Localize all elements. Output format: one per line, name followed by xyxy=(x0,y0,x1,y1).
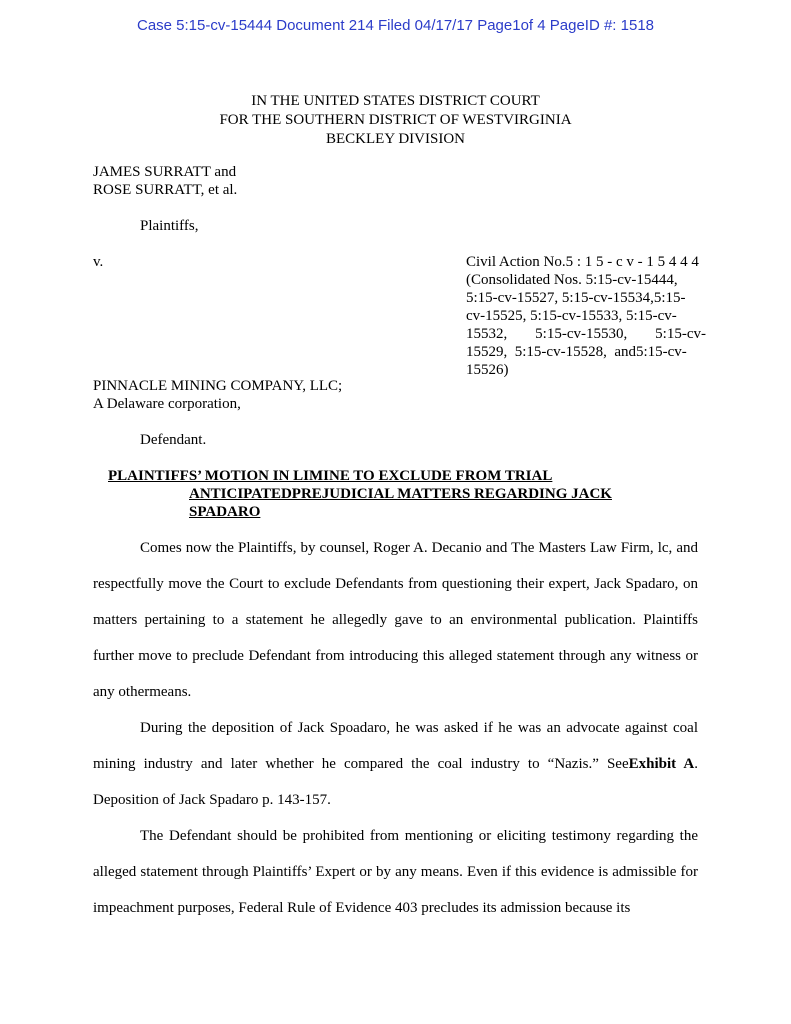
civil-action-line-5-b: 5:15-cv-15530, xyxy=(535,326,628,342)
plaintiff-names xyxy=(93,163,237,199)
motion-body xyxy=(93,530,698,926)
defendant-names xyxy=(93,377,342,413)
exhibit-reference: Exhibit A xyxy=(628,756,695,772)
plaintiff-line-2: ROSE SURRATT, et al. xyxy=(93,182,238,198)
defendant-line-2: A Delaware corporation, xyxy=(93,396,241,412)
defendant-line-1: PINNACLE MINING COMPANY, LLC; xyxy=(93,378,343,394)
paragraph-2-text-b: . Deposition of Jack Spadaro p. 143-157. xyxy=(93,756,698,808)
civil-action-line-5-c: 5:15-cv- xyxy=(655,326,706,342)
civil-action-line-5-a: 15532, xyxy=(466,326,508,342)
versus: v. xyxy=(93,254,104,270)
plaintiff-line-1: JAMES SURRATT and xyxy=(93,164,237,180)
defendant-role: Defendant. xyxy=(140,432,207,448)
paragraph-3: The Defendant should be prohibited from mentioning or eliciting testimony regarding the alleged statement through Plaintiffs’ Expert or by any means. Even if this evidence is admissible for impeachment purposes, Federal Rule of Evidence 403 precludes its admission because its xyxy=(93,828,698,916)
civil-action-line-5 xyxy=(466,325,706,343)
court-line-1: IN THE UNITED STATES DISTRICT COURT xyxy=(251,93,540,109)
motion-title xyxy=(108,467,648,521)
civil-action-line-3: 5:15-cv-15527, 5:15-cv-15534,5:15- xyxy=(466,290,686,306)
motion-title-line-2: ANTICIPATEDPREJUDICIAL MATTERS REGARDING JACK xyxy=(189,486,612,502)
court-line-3: BECKLEY DIVISION xyxy=(325,131,465,147)
paragraph-2 xyxy=(93,710,698,818)
paragraph-2-text-a: During the deposition of Jack Spoadaro, he was asked if he was an advocate against coal mining industry and later whether he compared the coal industry to “Nazis.” See xyxy=(93,720,698,772)
civil-action-line-2: (Consolidated Nos. 5:15-cv-15444, xyxy=(466,272,678,288)
paragraph-1: Comes now the Plaintiffs, by counsel, Roger A. Decanio and The Masters Law Firm, lc, and respectfully move the Court to exclude Defendants from questioning their expert, Jack Spadaro, on matters pertaining to a statement he allegedly gave to an environmental publication. Plaintiffs further move to preclude Defendant from introducing this alleged statement through any witness or any othermeans. xyxy=(93,540,698,700)
case-header: Case 5:15-cv-15444 Document 214 Filed 04/17/17 Page1of 4 PageID #: 1518 xyxy=(136,17,655,34)
civil-action-line-6: 15529, 5:15-cv-15528, and5:15-cv- xyxy=(466,344,687,360)
motion-title-line-3: SPADARO xyxy=(189,504,261,520)
civil-action-block xyxy=(466,253,706,379)
civil-action-line-1: Civil Action No.5 : 1 5 - c v - 1 5 4 4 4 xyxy=(466,254,699,270)
civil-action-line-4: cv-15525, 5:15-cv-15533, 5:15-cv- xyxy=(466,308,677,324)
court-line-2: FOR THE SOUTHERN DISTRICT OF WESTVIRGINIA xyxy=(219,112,572,128)
court-caption xyxy=(0,92,791,149)
motion-title-line-1: PLAINTIFFS’ MOTION IN LIMINE TO EXCLUDE FROM TRIAL xyxy=(108,468,553,484)
plaintiff-role: Plaintiffs, xyxy=(140,218,199,234)
civil-action-line-7: 15526) xyxy=(466,362,509,378)
